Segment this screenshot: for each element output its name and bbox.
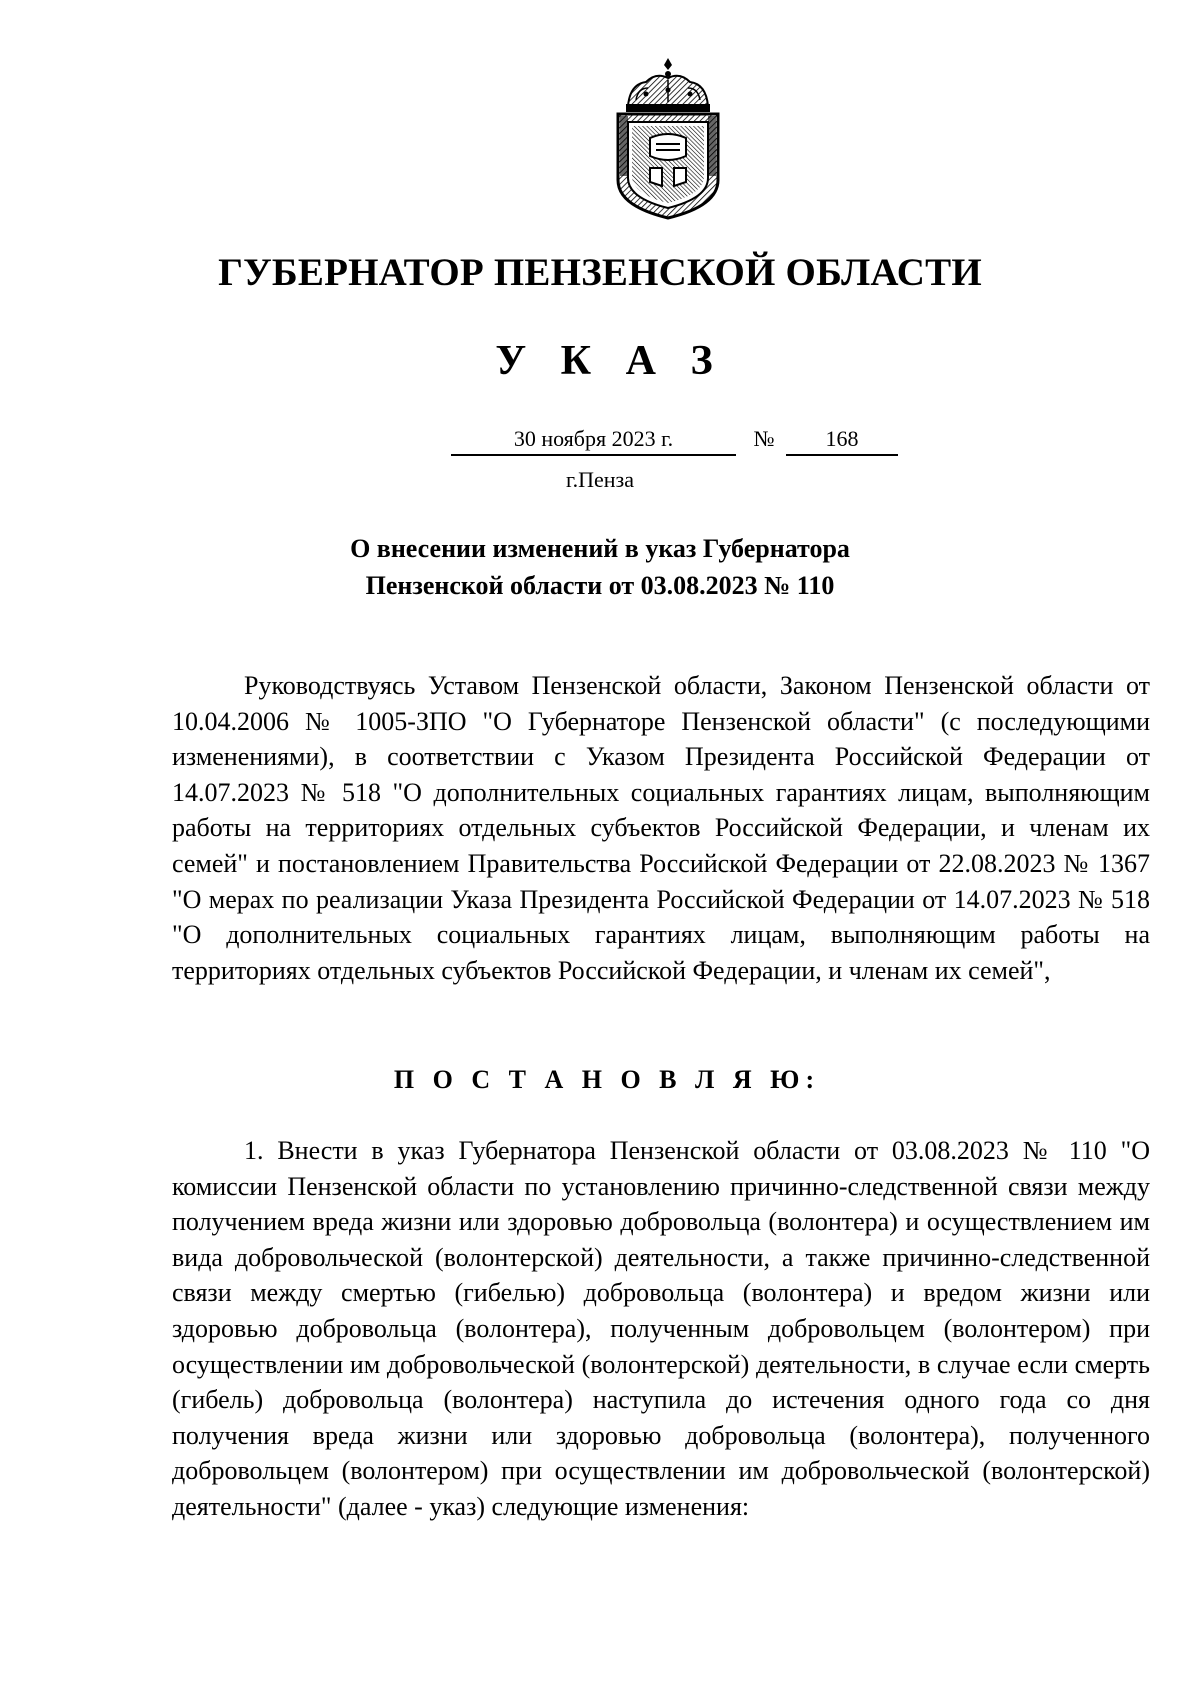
document-date: 30 ноября 2023 г. [451,424,736,456]
document-title-line-2: Пензенской области от 03.08.2023 № 110 [365,571,835,600]
resolve-heading: П О С Т А Н О В Л Я Ю: [393,1065,821,1094]
preamble-paragraph: Руководствуясь Уставом Пензенской области, Законом Пензенской области от 10.04.2006 № 1005-ЗПО "О Губернаторе Пензенской области" (с последующими изменениями), в соответствии с Указом Президента Российской Федерации от 14.07.2023 № 518 "О дополнительных социальных гарантиях лицам, выполняющим работы на территориях отдельных субъектов Российской Федерации, и членам их семей" и постановлением Правительства Российской Федерации от 22.08.2023 № 1367 "О мерах по реализации Указа Президента Российской Федерации от 14.07.2023 № 518 "О дополнительных социальных гарантиях лицам, выполняющим работы на территориях отдельных субъектов Российской Федерации, и членам их семей", [172,671,1150,985]
document-type: У К А З [495,338,725,384]
document-number: 168 [786,424,898,456]
issue-place: г.Пенза [566,467,634,492]
number-sign: № [753,426,775,451]
document-title [0,530,1200,604]
item-1-paragraph: 1. Внести в указ Губернатора Пензенской области от 03.08.2023 № 110 "О комиссии Пензенской области по установлению причинно-следственной связи между получением вреда жизни или здоровью добровольца (волонтера) и осуществлением им вида добровольческой (волонтерской) деятельности, а также причинно-следственной связи между смертью (гибелью) добровольца (волонтера) и вредом жизни или здоровью добровольца (волонтера), полученным добровольцем (волонтером) при осуществлении им добровольческой (волонтерской) деятельности, в случае если смерть (гибель) добровольца (волонтера) наступила до истечения одного года со дня получения вреда жизни или здоровью добровольца (волонтера), полученного добровольцем (волонтером) при осуществлении им добровольческой (волонтерской) деятельности" (далее - указ) следующие изменения: [172,1136,1150,1521]
document-title-line-1: О внесении изменений в указ Губернатора [350,534,850,563]
coat-of-arms-icon [606,56,730,220]
issuing-authority: ГУБЕРНАТОР ПЕНЗЕНСКОЙ ОБЛАСТИ [218,251,982,294]
